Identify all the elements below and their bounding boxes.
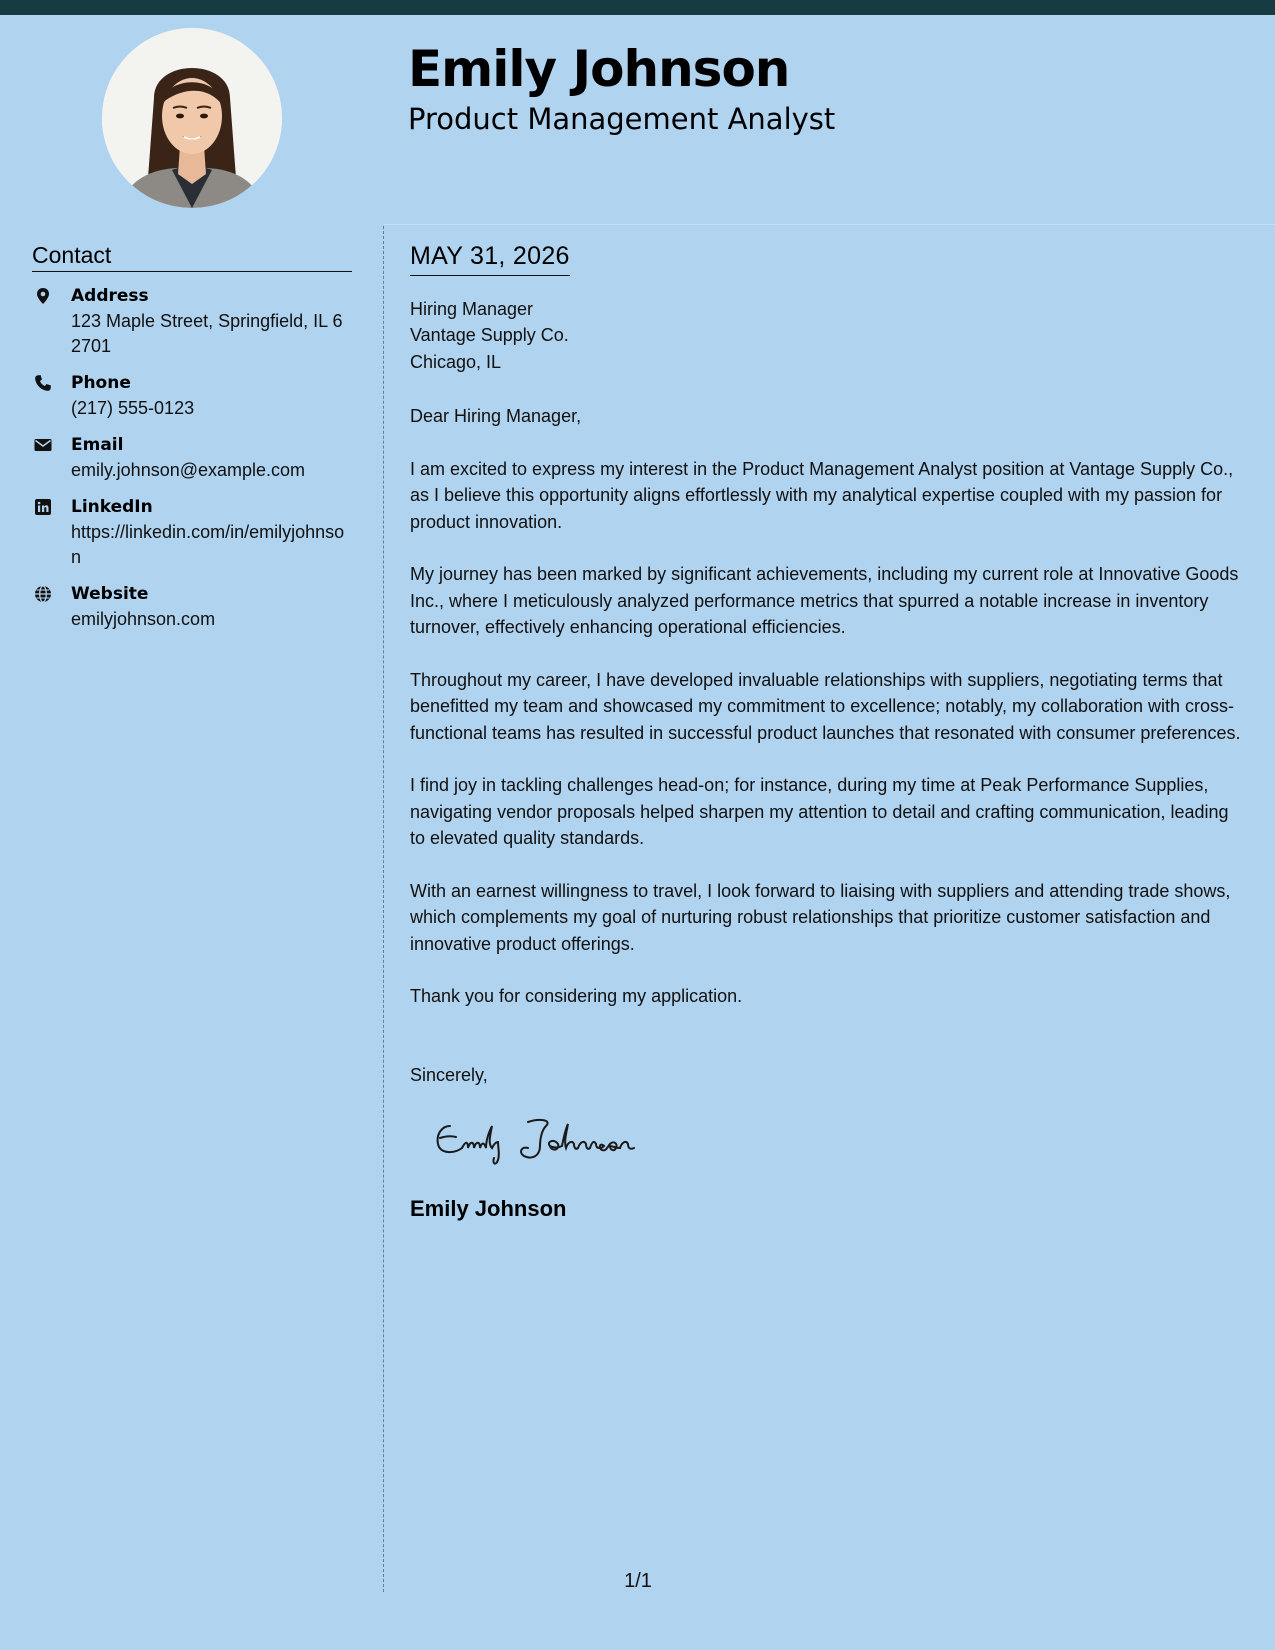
page-number: 1/1 (624, 1570, 652, 1592)
recipient-block (410, 296, 1245, 376)
letter-paragraph: My journey has been marked by significant achievements, including my current role at Innovative Goods Inc., where I meticulously analyzed performance metrics that spurred a notable increase in inventory turnover, effectively enhancing operational efficiencies. (410, 564, 1239, 638)
contact-label: LinkedIn (71, 497, 153, 518)
handwritten-signature (428, 1108, 1245, 1174)
column-divider (383, 226, 384, 1592)
recipient-line: Hiring Manager (410, 298, 534, 319)
letter-date: MAY 31, 2026 (410, 242, 570, 276)
contact-heading: Contact (32, 242, 352, 272)
signer-name: Emily Johnson (410, 1196, 567, 1222)
contact-list (32, 284, 352, 632)
applicant-name: Emily Johnson (408, 40, 790, 98)
letter-paragraph: With an earnest willingness to travel, I look forward to liaising with suppliers and attending trade shows, which complements my goal of nurturing robust relationships that prioritize customer satisfaction and innovative product offerings. (410, 880, 1231, 954)
contact-sidebar (32, 242, 352, 644)
map-pin-icon (34, 287, 52, 305)
contact-label: Address (71, 286, 149, 307)
recipient-line: Vantage Supply Co. (410, 325, 569, 346)
letter-paragraph: Thank you for considering my application. (410, 986, 743, 1007)
job-title: Product Management Analyst (408, 102, 836, 136)
envelope-icon (34, 436, 52, 454)
contact-item-phone (32, 371, 352, 421)
contact-item-email (32, 433, 352, 483)
letter-paragraph: Throughout my career, I have developed invaluable relationships with suppliers, negotiating terms that benefitted my team and showcased my commitment to excellence; notably, my collaboration with cross-functional teams has resulted in successful product launches that resonated with consumer preferences. (410, 669, 1241, 743)
email-value[interactable]: emily.johnson@example.com (71, 460, 306, 481)
header-divider (384, 224, 1275, 225)
phone-icon (34, 374, 52, 392)
contact-item-website (32, 582, 352, 632)
letter-body (410, 242, 1245, 1222)
contact-label: Email (71, 435, 124, 456)
contact-label: Phone (71, 373, 131, 394)
letter-paragraph: I am excited to express my interest in the Product Management Analyst position at Vantage Supply Co., as I believe this opportunity aligns effortlessly with my analytical expertise coupled with my passion for product innovation. (410, 458, 1234, 532)
letter-paragraph: I find joy in tackling challenges head-on; for instance, during my time at Peak Performance Supplies, navigating vendor proposals helped sharpen my attention to detail and crafting communication, leading to elevated quality standards. (410, 775, 1229, 849)
contact-item-address (32, 284, 352, 359)
website-value[interactable]: emilyjohnson.com (71, 609, 216, 630)
contact-label: Website (71, 584, 149, 605)
globe-icon (34, 585, 52, 603)
top-accent-bar (0, 0, 1275, 15)
closing: Sincerely, (410, 1064, 488, 1085)
address-value: 123 Maple Street, Springfield, IL 62701 (71, 311, 343, 357)
salutation: Dear Hiring Manager, (410, 406, 582, 427)
linkedin-value[interactable]: https://linkedin.com/in/emilyjohnson (71, 522, 345, 568)
linkedin-icon (34, 498, 52, 516)
phone-value: (217) 555-0123 (71, 398, 195, 419)
profile-photo (102, 28, 282, 208)
contact-item-linkedin (32, 495, 352, 570)
recipient-line: Chicago, IL (410, 351, 502, 372)
